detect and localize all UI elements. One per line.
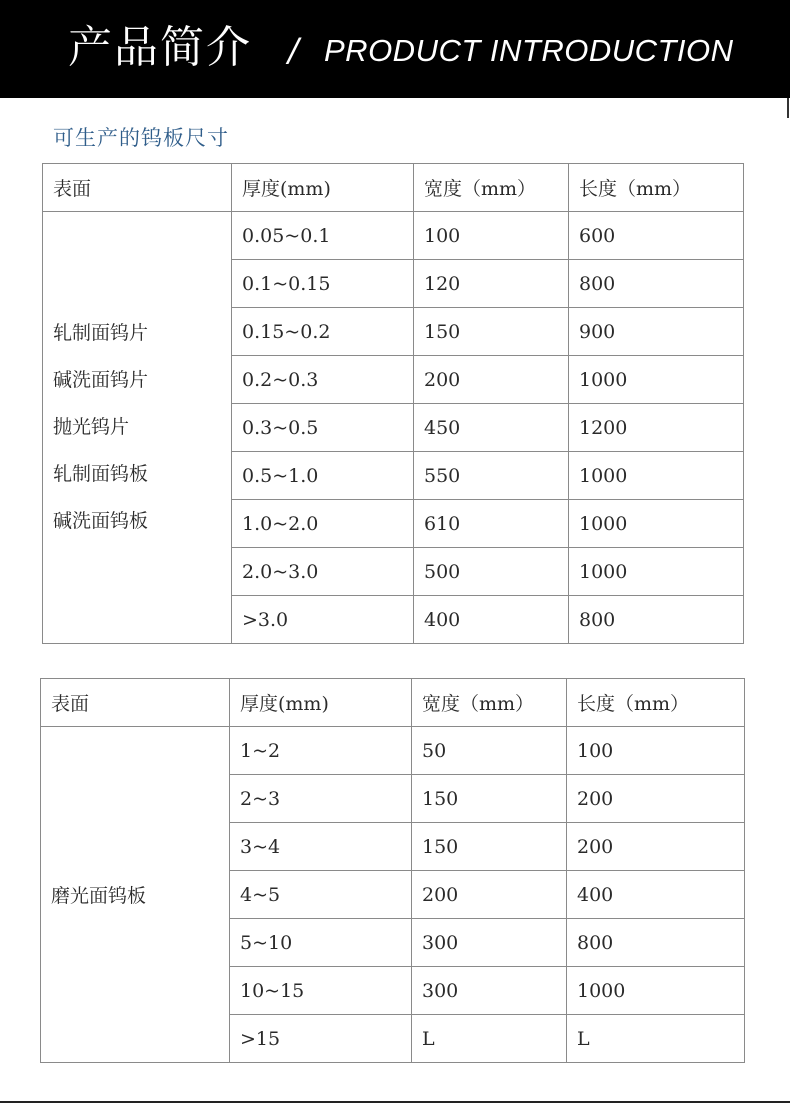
width-cell: 300 bbox=[412, 967, 567, 1015]
length-cell: 1000 bbox=[569, 452, 744, 500]
surface-label: 碱洗面钨片 bbox=[53, 369, 149, 391]
thickness-cell: 0.2~0.3 bbox=[232, 356, 414, 404]
thickness-cell: 0.3~0.5 bbox=[232, 404, 414, 452]
width-cell: 550 bbox=[414, 452, 569, 500]
width-cell: 400 bbox=[414, 596, 569, 644]
length-cell: 900 bbox=[569, 308, 744, 356]
width-cell: L bbox=[412, 1015, 567, 1063]
header-thickness: 厚度(mm) bbox=[232, 164, 414, 212]
thickness-cell: 5~10 bbox=[230, 919, 412, 967]
spec-table-polished bbox=[40, 678, 745, 1063]
length-cell: 1000 bbox=[567, 967, 745, 1015]
thickness-cell: 2~3 bbox=[230, 775, 412, 823]
thickness-cell: 0.5~1.0 bbox=[232, 452, 414, 500]
thickness-cell: 3~4 bbox=[230, 823, 412, 871]
banner-title-english: PRODUCT INTRODUCTION bbox=[324, 33, 734, 68]
width-cell: 150 bbox=[414, 308, 569, 356]
header-surface: 表面 bbox=[41, 679, 230, 727]
table-body bbox=[43, 212, 744, 644]
width-cell: 300 bbox=[412, 919, 567, 967]
surface-label: 抛光钨片 bbox=[53, 416, 130, 438]
spec-table-rolled bbox=[42, 163, 744, 644]
length-cell: 200 bbox=[567, 823, 745, 871]
thickness-cell: 2.0~3.0 bbox=[232, 548, 414, 596]
thickness-cell: 0.15~0.2 bbox=[232, 308, 414, 356]
width-cell: 500 bbox=[414, 548, 569, 596]
length-cell: 800 bbox=[569, 596, 744, 644]
width-cell: 150 bbox=[412, 823, 567, 871]
length-cell: 1000 bbox=[569, 548, 744, 596]
surface-label: 轧制面钨板 bbox=[53, 463, 149, 485]
width-cell: 610 bbox=[414, 500, 569, 548]
length-cell: 600 bbox=[569, 212, 744, 260]
table-header-row bbox=[43, 164, 744, 212]
header-length: 长度（mm） bbox=[567, 679, 745, 727]
width-cell: 200 bbox=[414, 356, 569, 404]
surface-label: 碱洗面钨板 bbox=[53, 510, 149, 532]
thickness-cell: 10~15 bbox=[230, 967, 412, 1015]
width-cell: 50 bbox=[412, 727, 567, 775]
bottom-divider bbox=[0, 1101, 790, 1103]
table-row bbox=[43, 212, 744, 260]
thickness-cell: 0.05~0.1 bbox=[232, 212, 414, 260]
width-cell: 120 bbox=[414, 260, 569, 308]
header-banner bbox=[0, 0, 790, 98]
table-header-row bbox=[41, 679, 745, 727]
width-cell: 200 bbox=[412, 871, 567, 919]
length-cell: 1000 bbox=[569, 500, 744, 548]
banner-title-chinese: 产品简介 bbox=[68, 22, 252, 73]
header-width: 宽度（mm） bbox=[414, 164, 569, 212]
length-cell: 1000 bbox=[569, 356, 744, 404]
table-row bbox=[41, 727, 745, 775]
thickness-cell: 0.1~0.15 bbox=[232, 260, 414, 308]
width-cell: 150 bbox=[412, 775, 567, 823]
surface-cell bbox=[43, 212, 232, 644]
length-cell: L bbox=[567, 1015, 745, 1063]
length-cell: 1200 bbox=[569, 404, 744, 452]
length-cell: 800 bbox=[569, 260, 744, 308]
thickness-cell: >3.0 bbox=[232, 596, 414, 644]
thickness-cell: 4~5 bbox=[230, 871, 412, 919]
length-cell: 200 bbox=[567, 775, 745, 823]
header-surface: 表面 bbox=[43, 164, 232, 212]
thickness-cell: 1~2 bbox=[230, 727, 412, 775]
length-cell: 400 bbox=[567, 871, 745, 919]
header-thickness: 厚度(mm) bbox=[230, 679, 412, 727]
table-body bbox=[41, 727, 745, 1063]
width-cell: 100 bbox=[414, 212, 569, 260]
edge-divider bbox=[787, 98, 789, 118]
banner-separator: / bbox=[288, 31, 299, 69]
header-length: 长度（mm） bbox=[569, 164, 744, 212]
surface-label: 磨光面钨板 bbox=[51, 885, 147, 907]
surface-label: 轧制面钨片 bbox=[53, 322, 149, 344]
header-width: 宽度（mm） bbox=[412, 679, 567, 727]
thickness-cell: >15 bbox=[230, 1015, 412, 1063]
section-subtitle: 可生产的钨板尺寸 bbox=[53, 126, 229, 150]
surface-cell bbox=[41, 727, 230, 1063]
length-cell: 100 bbox=[567, 727, 745, 775]
width-cell: 450 bbox=[414, 404, 569, 452]
thickness-cell: 1.0~2.0 bbox=[232, 500, 414, 548]
length-cell: 800 bbox=[567, 919, 745, 967]
